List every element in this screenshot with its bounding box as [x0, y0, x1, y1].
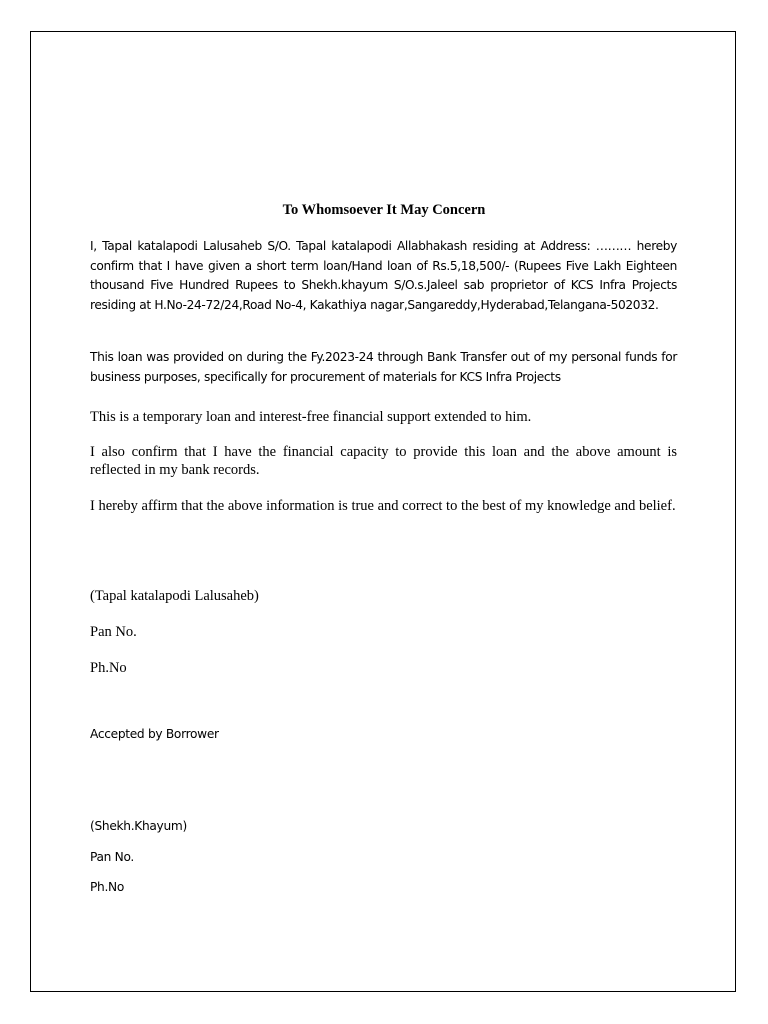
- borrower-phone-label: Ph.No: [90, 880, 125, 894]
- affirmation-paragraph: I hereby affirm that the above information is true and correct to the best of my knowledge and belief.: [90, 498, 676, 514]
- borrower-pan-label: Pan No.: [90, 850, 135, 864]
- accepted-by-borrower-label: Accepted by Borrower: [90, 727, 219, 741]
- financial-capacity-paragraph: I also confirm that I have the financial capacity to provide this loan and the above amount is reflected in my bank records.: [90, 444, 677, 478]
- interest-free-paragraph: This is a temporary loan and interest-free financial support extended to him.: [90, 409, 532, 425]
- loan-details-paragraph: This loan was provided on during the Fy.2023-24 through Bank Transfer out of my personal funds for business purposes, specifically for procurement of materials for KCS Infra Projects: [90, 350, 677, 384]
- lender-phone-label: Ph.No: [90, 660, 127, 676]
- document-title: To Whomsoever It May Concern: [282, 202, 486, 218]
- lender-pan-label: Pan No.: [90, 624, 137, 640]
- lender-name: (Tapal katalapodi Lalusaheb): [90, 588, 259, 604]
- document-page: [30, 31, 736, 992]
- declaration-paragraph: I, Tapal katalapodi Lalusaheb S/O. Tapal katalapodi Allabhakash residing at Address: ……… hereby confirm that I have given a short term loan/Hand loan of Rs.5,18,500/- (Rupees Five Lakh Eighteen thousand Five Hundred Rupees to Shekh.khayum S/O.s.Jaleel sab proprietor of KCS Infra Projects residing at H.No-24-72/24,Road No-4, Kakathiya nagar,Sangareddy,Hyderabad,Telangana-502032.: [90, 239, 677, 312]
- borrower-name: (Shekh.Khayum): [90, 819, 187, 833]
